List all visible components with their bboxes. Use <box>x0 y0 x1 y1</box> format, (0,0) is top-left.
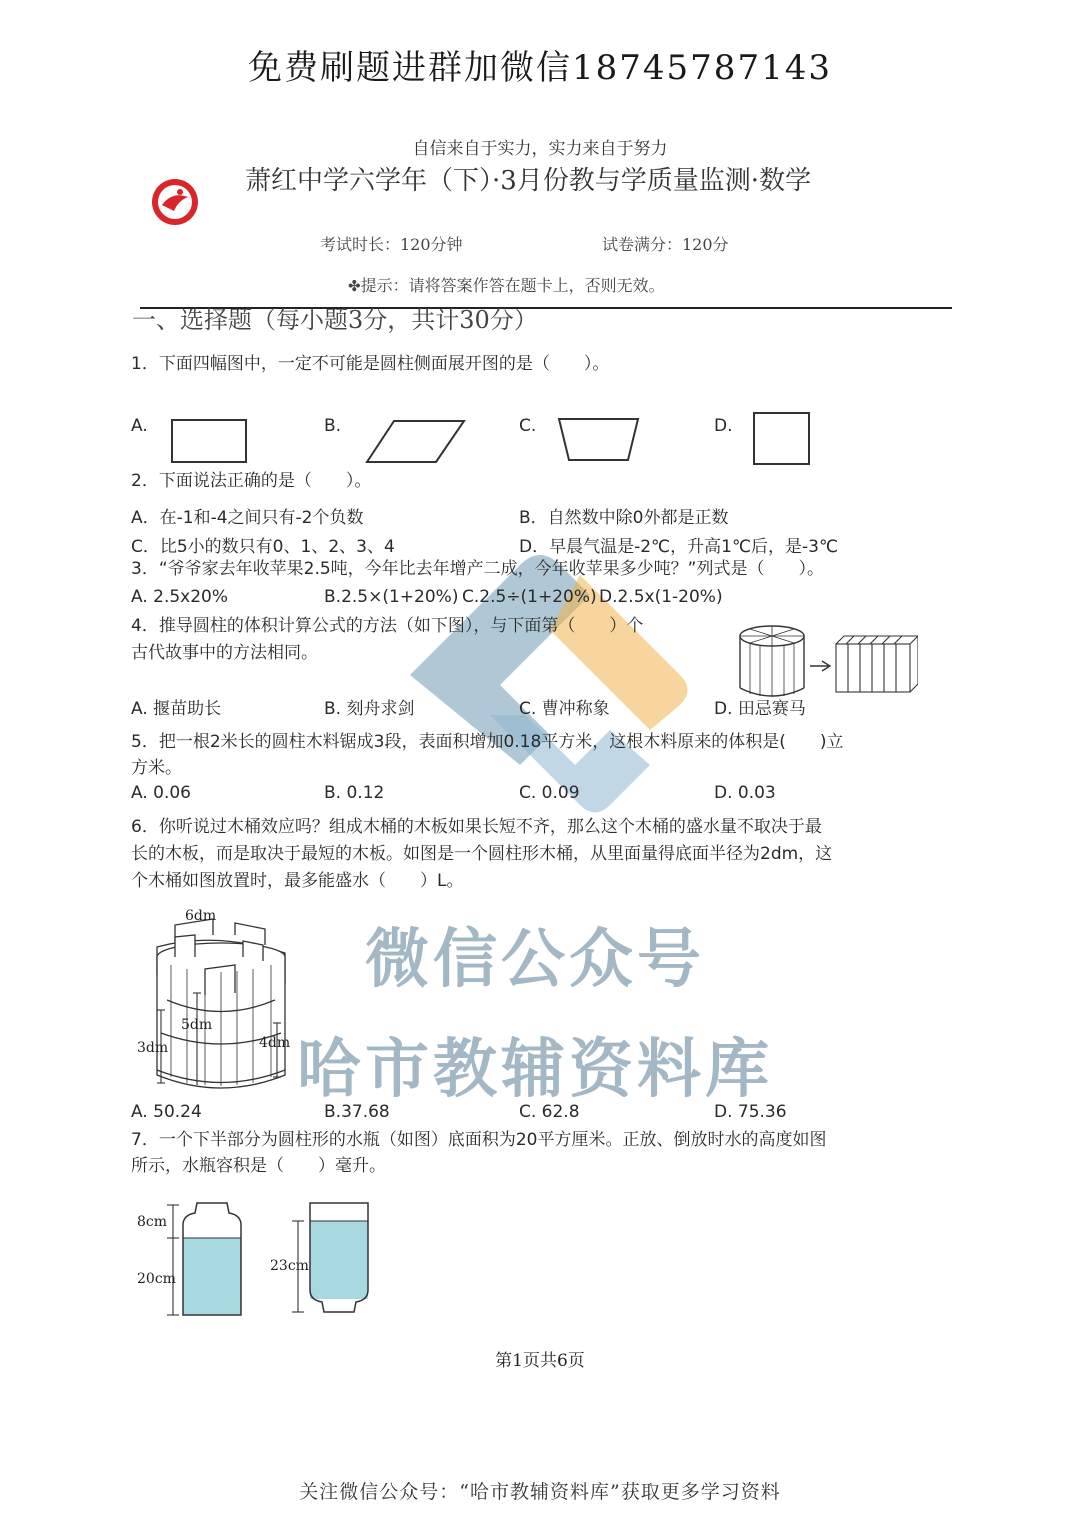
q7-label-8cm: 8cm <box>137 1214 168 1230</box>
q4-cylinder-to-cuboid-figure <box>738 624 918 698</box>
q4-option-b: B. 刻舟求剑 <box>324 699 415 719</box>
question-6-stem-line-2: 长的木板，而是取决于最短的木板。如图是一个圆柱形木桶，从里面量得底面半径为2dm，这 <box>131 844 833 864</box>
q4-option-a: A. 揠苗助长 <box>131 699 222 719</box>
q6-option-a: A. 50.24 <box>131 1102 202 1122</box>
q1-option-b-label: B. <box>324 416 342 436</box>
question-3-stem: 3．“爷爷家去年收苹果2.5吨，今年比去年增产二成，今年收苹果多少吨？”列式是（ ）。 <box>131 559 824 579</box>
q3-option-d: D.2.5x(1-20%) <box>599 587 723 607</box>
q2-option-c: C．比5小的数只有0、1、2、3、4 <box>131 537 395 557</box>
q1-option-d-label: D. <box>714 416 733 436</box>
question-5-stem-line-1: 5．把一根2米长的圆柱木料锯成3段，表面积增加0.18平方米，这根木料原来的体积是( )立 <box>131 732 844 752</box>
q3-option-a: A. 2.5x20% <box>131 587 229 607</box>
q6-label-4dm: 4dm <box>259 1035 291 1051</box>
footer-note: 关注微信公众号：“哈市教辅资料库”获取更多学习资料 <box>299 1481 781 1503</box>
q1-rectangle-shape <box>170 418 250 466</box>
question-1-stem: 1．下面四幅图中，一定不可能是圆柱侧面展开图的是（ ）。 <box>131 354 610 374</box>
q6-label-3dm: 3dm <box>137 1040 169 1056</box>
motto: 自信来自于实力，实力来自于努力 <box>412 139 668 159</box>
q6-option-c: C. 62.8 <box>519 1102 580 1122</box>
q6-label-6dm: 6dm <box>185 908 217 924</box>
promo-banner: 免费刷题进群加微信18745787143 <box>248 48 832 88</box>
school-logo <box>150 177 200 227</box>
q5-option-c: C. 0.09 <box>519 783 580 803</box>
q6-option-b: B.37.68 <box>324 1102 390 1122</box>
watermark-line-1: 微信公众号 <box>365 923 705 997</box>
question-4-stem-line-2: 古代故事中的方法相同。 <box>131 643 318 663</box>
q6-wooden-barrel-figure <box>135 905 300 1095</box>
q6-option-d: D. 75.36 <box>714 1102 787 1122</box>
q1-parallelogram-shape <box>364 418 468 466</box>
q1-trapezoid-shape <box>556 416 642 464</box>
page-number: 第1页共6页 <box>495 1351 585 1371</box>
exam-full-score: 试卷满分：120分 <box>602 235 729 254</box>
q2-option-a: A．在-1和-4之间只有-2个负数 <box>131 508 364 528</box>
q4-option-c: C. 曹冲称象 <box>519 699 610 719</box>
q7-label-23cm: 23cm <box>270 1258 309 1274</box>
q2-option-d: D．早晨气温是-2℃，升高1℃后，是-3℃ <box>519 537 839 557</box>
q1-square-shape <box>752 411 812 467</box>
exam-title: 萧红中学六学年（下）·3月份教与学质量监测·数学 <box>245 166 812 196</box>
q3-option-c: C.2.5÷(1+20%) <box>462 587 597 607</box>
question-7-stem-line-2: 所示，水瓶容积是（ ）毫升。 <box>131 1156 386 1176</box>
question-6-stem-line-3: 个木桶如图放置时，最多能盛水（ ）L。 <box>131 871 464 891</box>
q5-option-a: A. 0.06 <box>131 783 191 803</box>
section-title: 一、选择题（每小题3分，共计30分） <box>132 306 538 334</box>
q6-label-5dm: 5dm <box>181 1017 213 1033</box>
q3-option-b: B.2.5×(1+20%) <box>324 587 459 607</box>
question-6-stem-line-1: 6．你听说过木桶效应吗？组成木桶的木板如果长短不齐，那么这个木桶的盛水量不取决于最 <box>131 817 822 837</box>
q1-option-c-label: C. <box>519 416 537 436</box>
q5-option-d: D. 0.03 <box>714 783 776 803</box>
q2-option-b: B．自然数中除0外都是正数 <box>519 508 729 528</box>
answer-hint: ✤提示：请将答案作答在题卡上，否则无效。 <box>348 276 665 295</box>
clover-icon: ✤ <box>348 277 361 295</box>
question-4-stem-line-1: 4．推导圆柱的体积计算公式的方法（如下图），与下面第（ ）个 <box>131 616 644 636</box>
question-7-stem-line-1: 7．一个下半部分为圆柱形的水瓶（如图）底面积为20平方厘米。正放、倒放时水的高度如图 <box>131 1130 827 1150</box>
question-5-stem-line-2: 方米。 <box>131 758 182 778</box>
exam-duration: 考试时长：120分钟 <box>320 235 463 254</box>
q7-label-20cm: 20cm <box>137 1271 176 1287</box>
q4-option-d: D. 田忌赛马 <box>714 699 806 719</box>
q7-bottle-figure <box>135 1195 375 1320</box>
question-2-stem: 2．下面说法正确的是（ ）。 <box>131 471 372 491</box>
q1-option-a-label: A. <box>131 416 148 436</box>
q5-option-b: B. 0.12 <box>324 783 385 803</box>
watermark-line-2: 哈市教辅资料库 <box>297 1033 773 1107</box>
